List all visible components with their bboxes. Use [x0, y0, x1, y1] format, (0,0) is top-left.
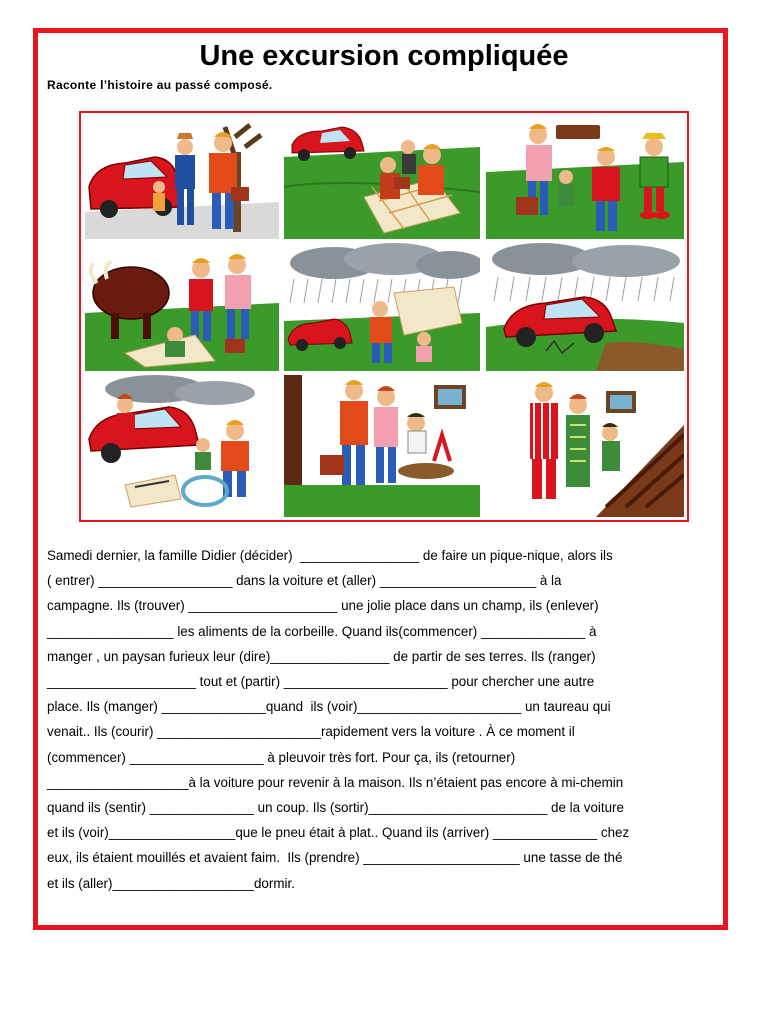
story-line: ____________________ tout et (partir) ______________________ pour chercher une autre: [47, 674, 595, 690]
story-line: place. Ils (manger) ______________quand ils (voir)______________________ un taureau qui: [47, 699, 611, 715]
panel-car-in-rain: [486, 243, 684, 371]
story-line: et ils (voir)_________________que le pneu était à plat.. Quand ils (arriver) ______________ chez: [47, 825, 630, 841]
picture-grid: [79, 111, 689, 522]
panel-bull-charging: [85, 243, 279, 371]
story-line: quand ils (sentir) ______________ un coup. Ils (sortir)________________________ de la voiture: [47, 800, 624, 816]
story-line: Samedi dernier, la famille Didier (décider) ________________ de faire un pique-nique, alors ils: [47, 548, 613, 563]
story-line: et ils (aller)___________________dormir.: [47, 875, 295, 891]
story-line: (commencer) __________________ à pleuvoir très fort. Pour ça, ils (retourner): [47, 749, 516, 765]
panel-storm-running: [284, 243, 480, 371]
scene-storm-illustration: [284, 243, 480, 371]
scene-farmer-illustration: [486, 117, 684, 239]
story-line: ( entrer) __________________ dans la voiture et (aller) _____________________ à la: [47, 573, 562, 589]
panel-picnic-setup: [284, 117, 480, 239]
panel-flat-tire: [85, 375, 279, 517]
scene-flat-tire-illustration: [85, 375, 279, 517]
story-exercise: [47, 543, 721, 896]
scene-car-rain-illustration: [486, 243, 684, 371]
story-line: eux, ils étaient mouillés et avaient faim. Ils (prendre) _____________________ une tasse de thé: [47, 850, 623, 866]
story-line: _________________ les aliments de la corbeille. Quand ils(commencer) ______________ à: [47, 623, 597, 639]
story-line: campagne. Ils (trouver) ____________________ une jolie place dans un champ, ils (enlever): [47, 598, 599, 614]
story-line: manger , un paysan furieux leur (dire)________________ de partir de ses terres. Ils (ranger): [47, 648, 596, 664]
panel-farmer-angry: [486, 117, 684, 239]
story-line: venait.. Ils (courir) ______________________rapidement vers la voiture . À ce moment il: [47, 724, 575, 740]
page-title: Une excursion compliquée: [199, 40, 569, 72]
scene-going-to-bed-illustration: [486, 375, 684, 517]
story-line: ___________________à la voiture pour revenir à la maison. Ils n’étaient pas encore à mi-chemin: [47, 774, 624, 790]
panel-family-leaving-car: [85, 117, 279, 239]
scene-arriving-home-illustration: [284, 375, 480, 517]
scene-bull-illustration: [85, 243, 279, 371]
scene-family-car-illustration: [85, 117, 279, 239]
instruction-text: Raconte l’histoire au passé composé.: [47, 78, 273, 92]
scene-picnic-illustration: [284, 117, 480, 239]
panel-going-to-bed: [486, 375, 684, 517]
panel-arriving-home-wet: [284, 375, 480, 517]
